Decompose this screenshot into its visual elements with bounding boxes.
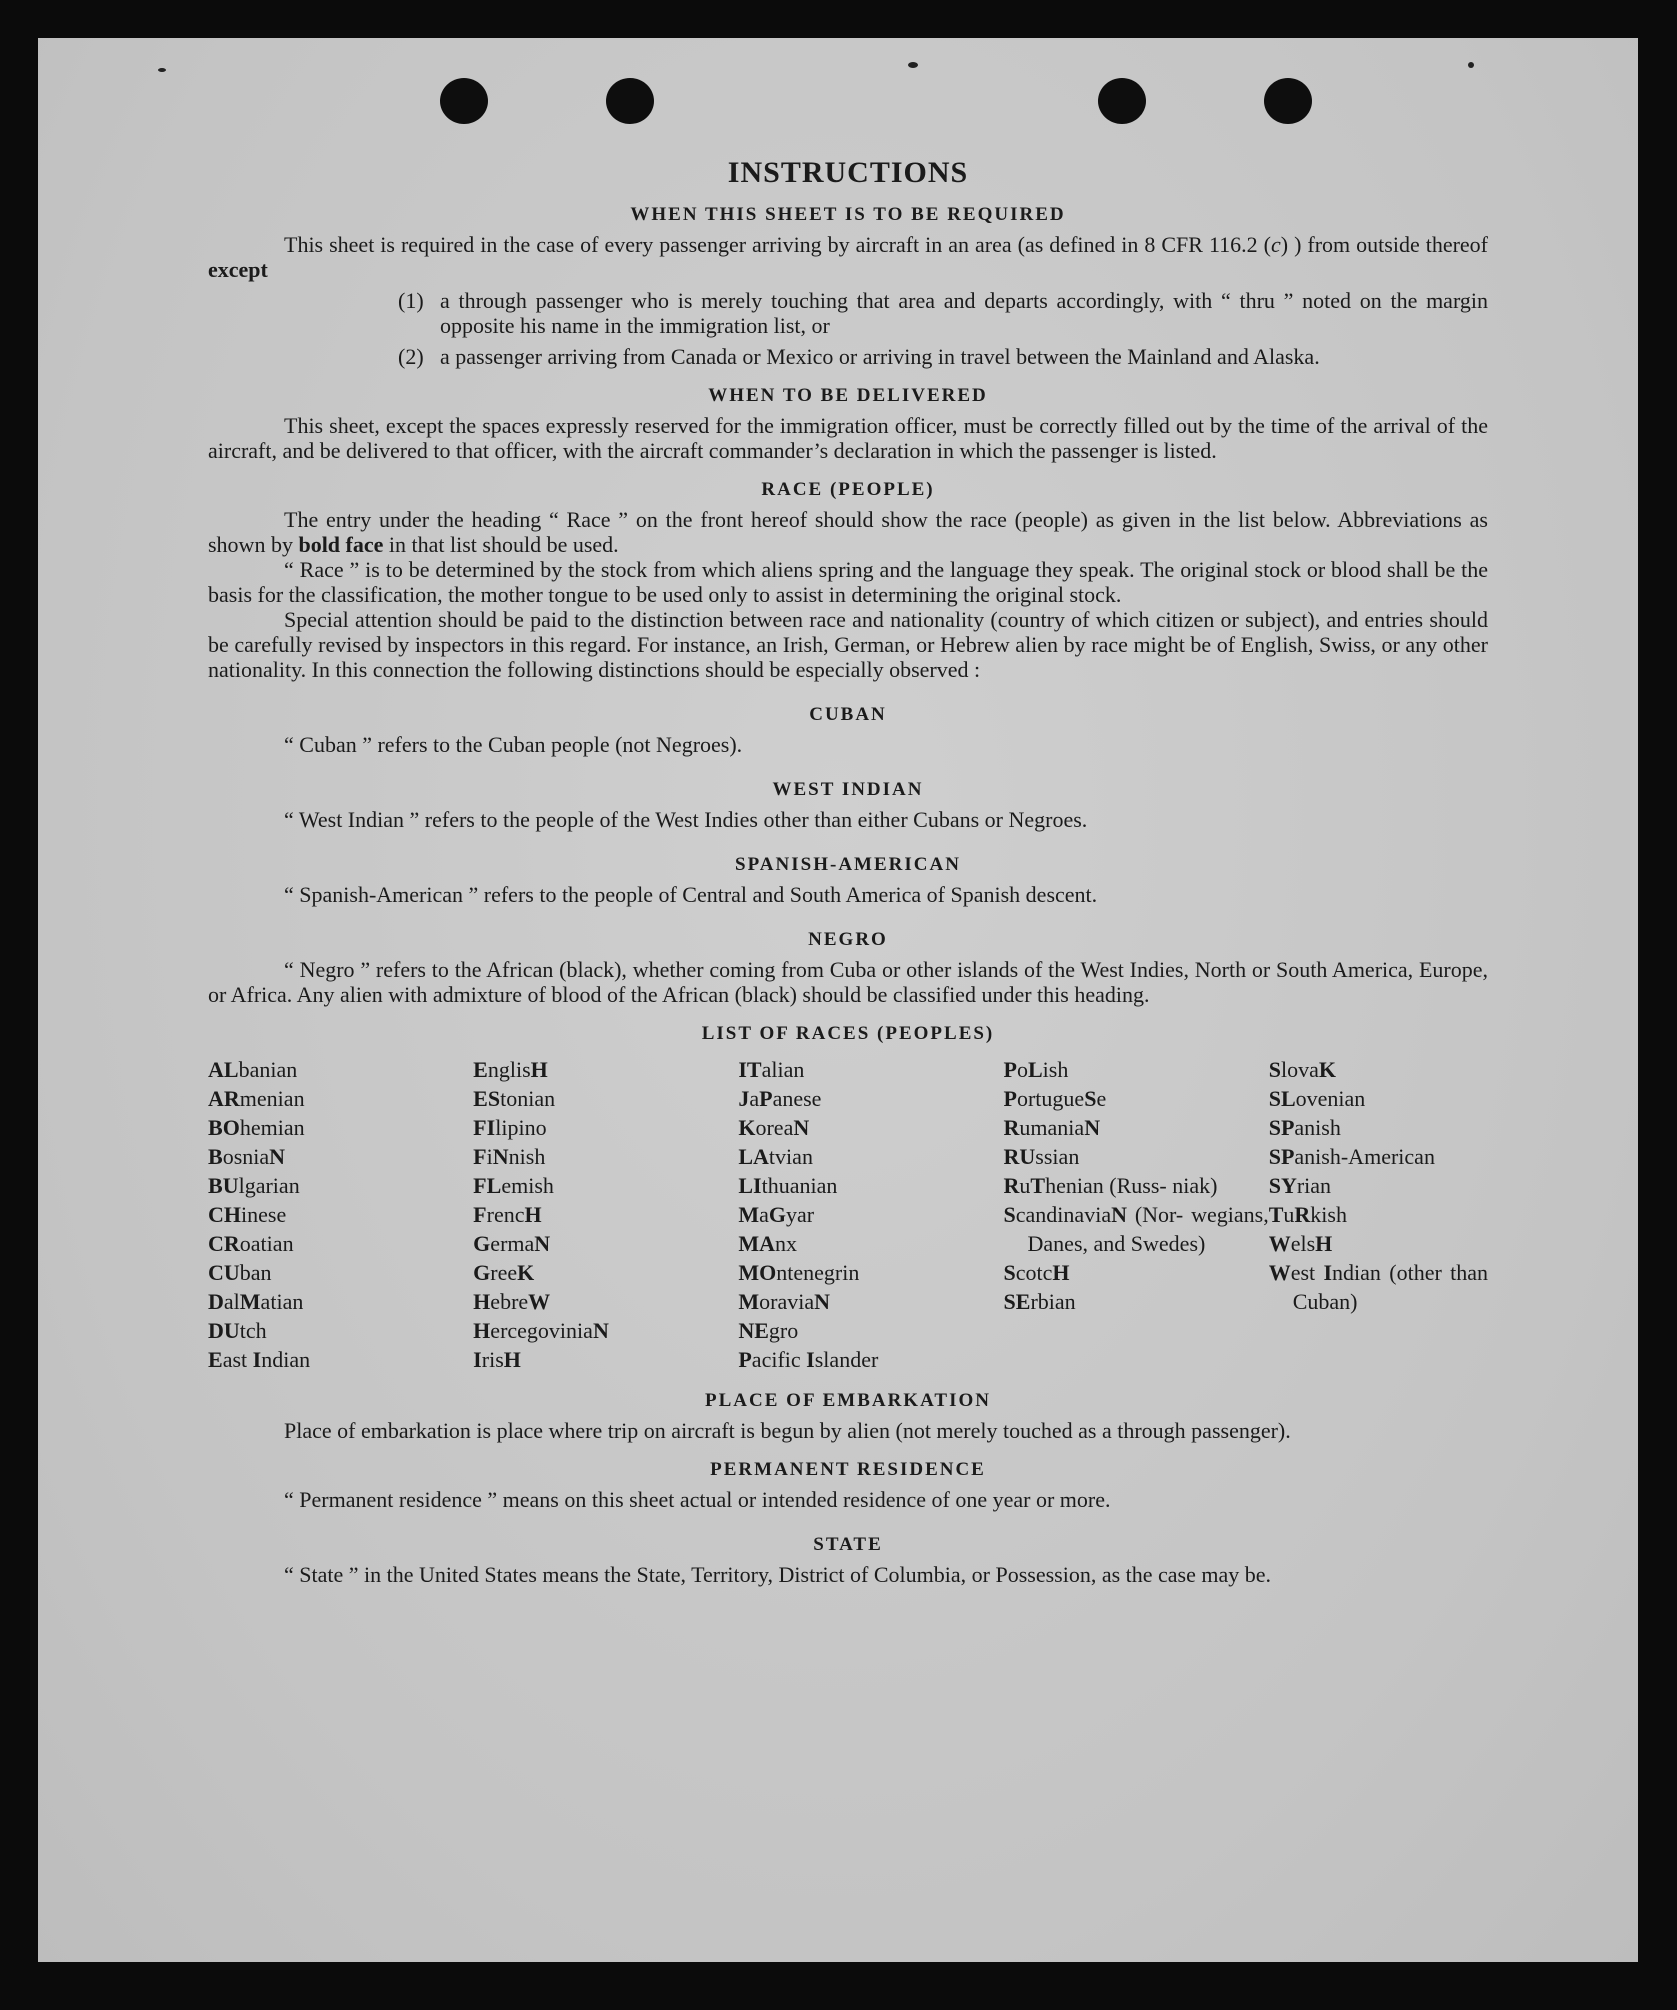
race-entry: BUlgarian — [208, 1173, 300, 1198]
required-item-1: (1) a through passenger who is merely touching that area and departs accordingly, with “ thru ” noted on the margin opposite his name in the immigration list, or — [398, 288, 1488, 338]
section-heading-list-of-races: LIST OF RACES (PEOPLES) — [701, 1023, 995, 1044]
west-indian-text: “ West Indian ” refers to the people of the West Indies other than either Cubans or Negroes. — [284, 807, 1088, 832]
section-heading-embarkation: PLACE OF EMBARKATION — [705, 1390, 991, 1411]
race-entry: RUssian — [1003, 1144, 1080, 1169]
speck — [158, 68, 166, 72]
races-column — [473, 1055, 738, 1374]
section-heading-spanish-american: SPANISH-AMERICAN — [735, 854, 961, 875]
embarkation-text: Place of embarkation is place where trip on aircraft is begun by alien (not merely touched as a through passenger). — [284, 1418, 1291, 1443]
section-heading-required: WHEN THIS SHEET IS TO BE REQUIRED — [630, 204, 1066, 225]
residence-text: “ Permanent residence ” means on this sheet actual or intended residence of one year or more. — [284, 1487, 1111, 1512]
section-heading-west-indian: WEST INDIAN — [772, 779, 924, 800]
punch-hole — [606, 78, 654, 124]
race-entry: CHinese — [208, 1202, 287, 1227]
race-entry: NEgro — [738, 1318, 799, 1343]
race-entry: GermaN — [473, 1231, 551, 1256]
race-entry: ARmenian — [208, 1086, 305, 1111]
race-entry: HebreW — [473, 1289, 551, 1314]
page-title: INSTRUCTIONS — [727, 156, 969, 189]
speck — [1468, 62, 1474, 68]
race-entry: MoraviaN — [738, 1289, 830, 1314]
cuban-text: “ Cuban ” refers to the Cuban people (not Negroes). — [284, 732, 743, 757]
race-entry: FiNnish — [473, 1144, 546, 1169]
race-entry: MaGyar — [738, 1202, 815, 1227]
race-entry: BOhemian — [208, 1115, 305, 1140]
race-entry: MOntenegrin — [738, 1260, 860, 1285]
race-entry: WelsH — [1268, 1231, 1333, 1256]
race-entry: CRoatian — [208, 1231, 294, 1256]
state-text: “ State ” in the United States means the State, Territory, District of Columbia, or Possession, as the case may be. — [284, 1562, 1272, 1587]
delivered-text: This sheet, except the spaces expressly reserved for the immigration officer, must be correctly filled out by the time of the arrival of the aircraft, and be delivered to that officer, with the aircraft commander’s declaration in which the passenger is listed. — [208, 413, 1488, 463]
negro-text: “ Negro ” refers to the African (black), whether coming from Cuba or other islands of the West Indies, North or South America, Europe, or Africa. Any alien with admixture of blood of the African (black) should be classified under this heading. — [208, 957, 1488, 1007]
race-entry: RuThenian (Russ- niak) — [1003, 1173, 1218, 1198]
race-paragraph-2: “ Race ” is to be determined by the stock from which aliens spring and the language they speak. The original stock or blood shall be the basis for the classification, the mother tongue to be used only to assist in determining the original stock. — [208, 557, 1488, 607]
race-entry: PoLish — [1003, 1057, 1069, 1082]
race-entry: Pacific Islander — [738, 1347, 879, 1372]
race-entry: ScandinaviaN (Nor- wegians, Danes, and Swedes) — [1003, 1202, 1269, 1256]
race-entry: JaPanese — [738, 1086, 822, 1111]
race-entry: BosniaN — [208, 1144, 286, 1169]
race-entry: FIlipino — [473, 1115, 547, 1140]
races-column — [1269, 1055, 1488, 1374]
race-entry: SLovenian — [1268, 1086, 1366, 1111]
section-heading-state: STATE — [813, 1534, 883, 1555]
punch-hole — [1098, 78, 1146, 124]
race-entry: East Indian — [208, 1347, 311, 1372]
race-entry: EStonian — [473, 1086, 556, 1111]
races-column — [1004, 1055, 1269, 1374]
races-column — [208, 1055, 473, 1374]
race-entry: ALbanian — [208, 1057, 298, 1082]
race-entry: SPanish — [1268, 1115, 1341, 1140]
document-sheet — [38, 38, 1638, 1962]
race-entry: GreeK — [473, 1260, 535, 1285]
race-entry: DalMatian — [208, 1289, 304, 1314]
instructions-content — [208, 156, 1488, 1587]
race-entry: IrisH — [473, 1347, 521, 1372]
required-intro: This sheet is required in the case of every passenger arriving by aircraft in an area (as defined in 8 CFR 116.2 (c) ) from outside thereof except — [208, 232, 1489, 282]
section-heading-negro: NEGRO — [808, 929, 888, 950]
race-entry: PortugueSe — [1003, 1086, 1107, 1111]
section-heading-delivered: WHEN TO BE DELIVERED — [708, 385, 988, 406]
race-paragraph-1: The entry under the heading “ Race ” on the front hereof should show the race (people) as given in the list below. Abbreviations as shown by bold face in that list should be used. — [208, 507, 1488, 557]
punch-hole — [440, 78, 488, 124]
race-entry: CUban — [208, 1260, 272, 1285]
race-entry: ITalian — [738, 1057, 805, 1082]
section-heading-cuban: CUBAN — [809, 704, 887, 725]
race-entry: SlovaK — [1268, 1057, 1336, 1082]
race-entry: ScotcH — [1003, 1260, 1070, 1285]
speck — [908, 62, 918, 68]
race-entry: FrencH — [473, 1202, 542, 1227]
race-entry: KoreaN — [738, 1115, 810, 1140]
race-paragraph-3: Special attention should be paid to the distinction between race and nationality (country of which citizen or subject), and entries should be carefully revised by inspectors in this regard. For instance, an Irish, German, or Hebrew alien by race might be of English, Swiss, or any other nationality. In this connection the following distinctions should be especially observed : — [208, 607, 1488, 682]
race-entry: MAnx — [738, 1231, 797, 1256]
punch-hole — [1264, 78, 1312, 124]
race-entry: HercegoviniaN — [473, 1318, 609, 1343]
section-heading-residence: PERMANENT RESIDENCE — [710, 1459, 986, 1480]
race-entry: EnglisH — [473, 1057, 548, 1082]
race-entry: SYrian — [1268, 1173, 1332, 1198]
races-column — [738, 1055, 1003, 1374]
race-entry: SPanish-American — [1268, 1144, 1435, 1169]
race-entry: West Indian (other than Cuban) — [1268, 1260, 1489, 1314]
race-entry: DUtch — [208, 1318, 267, 1343]
race-entry: TuRkish — [1268, 1202, 1347, 1227]
spanish-american-text: “ Spanish-American ” refers to the people of Central and South America of Spanish descent. — [284, 882, 1098, 907]
race-entry: LIthuanian — [738, 1173, 838, 1198]
section-heading-race: RACE (PEOPLE) — [761, 479, 935, 500]
race-entry: RumaniaN — [1003, 1115, 1101, 1140]
race-entry: LAtvian — [738, 1144, 813, 1169]
race-entry: FLemish — [473, 1173, 554, 1198]
required-item-2: (2) a passenger arriving from Canada or Mexico or arriving in travel between the Mainland and Alaska. — [398, 344, 1320, 369]
race-entry: SErbian — [1003, 1289, 1076, 1314]
races-list — [208, 1055, 1488, 1374]
